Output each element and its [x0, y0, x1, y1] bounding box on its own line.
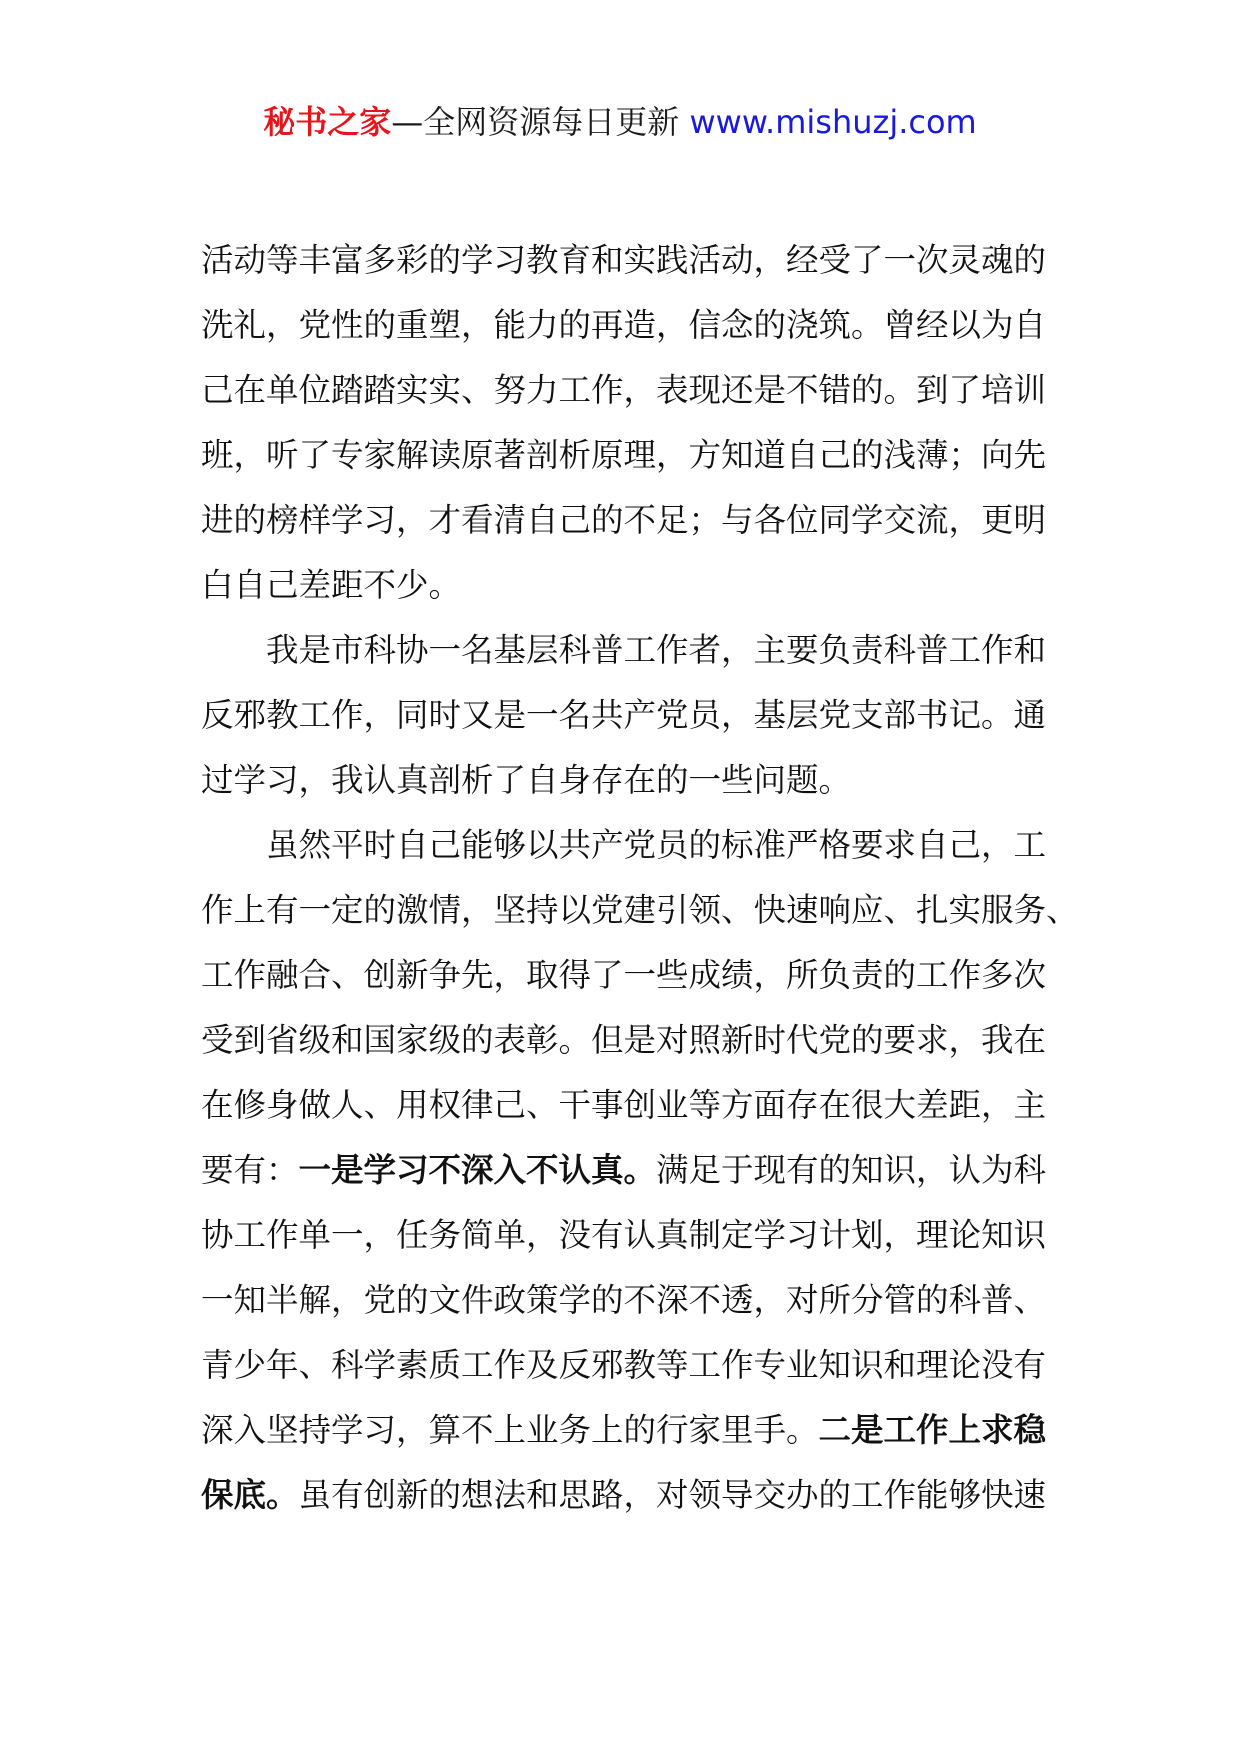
text-line: 进的榜样学习，才看清自己的不足；与各位同学交流，更明 — [201, 501, 1047, 539]
text-line: 己在单位踏踏实实、努力工作，表现还是不错的。到了培训 — [201, 371, 1047, 409]
text-line: 反邪教工作，同时又是一名共产党员，基层党支部书记。通 — [201, 696, 1047, 734]
text-line: 在修身做人、用权律己、干事创业等方面存在很大差距，主 — [201, 1086, 1047, 1124]
text-line — [201, 1398, 1081, 1463]
site-url-link[interactable]: www.mishuzj.com — [689, 103, 977, 141]
heading-point-two: 二是工作上求稳 — [818, 1411, 1047, 1449]
paragraph-2 — [201, 618, 1081, 813]
text-line: 班，听了专家解读原著剖析原理，方知道自己的浅薄；向先 — [201, 436, 1047, 474]
site-header — [0, 100, 1240, 144]
text-line: 我是市科协一名基层科普工作者，主要负责科普工作和 — [266, 631, 1047, 669]
header-tagline: —全网资源每日更新 — [391, 103, 680, 141]
text-line — [201, 1463, 1081, 1528]
text-line: 洗礼，党性的重塑，能力的再造，信念的浇筑。曾经以为自 — [201, 306, 1047, 344]
text-run: 虽有创新的想法和思路，对领导交办的工作能够快速 — [298, 1476, 1047, 1514]
text-line: 受到省级和国家级的表彰。但是对照新时代党的要求，我在 — [201, 1021, 1047, 1059]
text-line — [201, 1138, 1081, 1203]
text-run: 要有： — [201, 1151, 299, 1189]
brand-name: 秘书之家 — [263, 103, 392, 141]
text-line: 协工作单一，任务简单，没有认真制定学习计划，理论知识 — [201, 1216, 1047, 1254]
text-line: 白自己差距不少。 — [201, 566, 462, 604]
paragraph-1 — [201, 228, 1081, 618]
text-line: 虽然平时自己能够以共产党员的标准严格要求自己，工 — [266, 826, 1047, 864]
heading-point-two-cont: 保底。 — [201, 1476, 299, 1514]
text-line: 作上有一定的激情，坚持以党建引领、快速响应、扎实服务、 — [201, 891, 1079, 929]
text-run: 满足于现有的知识，认为科 — [656, 1151, 1047, 1189]
text-line: 工作融合、创新争先，取得了一些成绩，所负责的工作多次 — [201, 956, 1047, 994]
text-line: 一知半解，党的文件政策学的不深不透，对所分管的科普、 — [201, 1281, 1047, 1319]
text-line: 青少年、科学素质工作及反邪教等工作专业知识和理论没有 — [201, 1346, 1047, 1384]
text-line: 过学习，我认真剖析了自身存在的一些问题。 — [201, 761, 852, 799]
text-line: 活动等丰富多彩的学习教育和实践活动，经受了一次灵魂的 — [201, 241, 1047, 279]
text-run: 深入坚持学习，算不上业务上的行家里手。 — [201, 1411, 819, 1449]
heading-point-one: 一是学习不深入不认真。 — [298, 1151, 657, 1189]
paragraph-3 — [201, 813, 1081, 1528]
document-body — [201, 228, 1081, 1528]
